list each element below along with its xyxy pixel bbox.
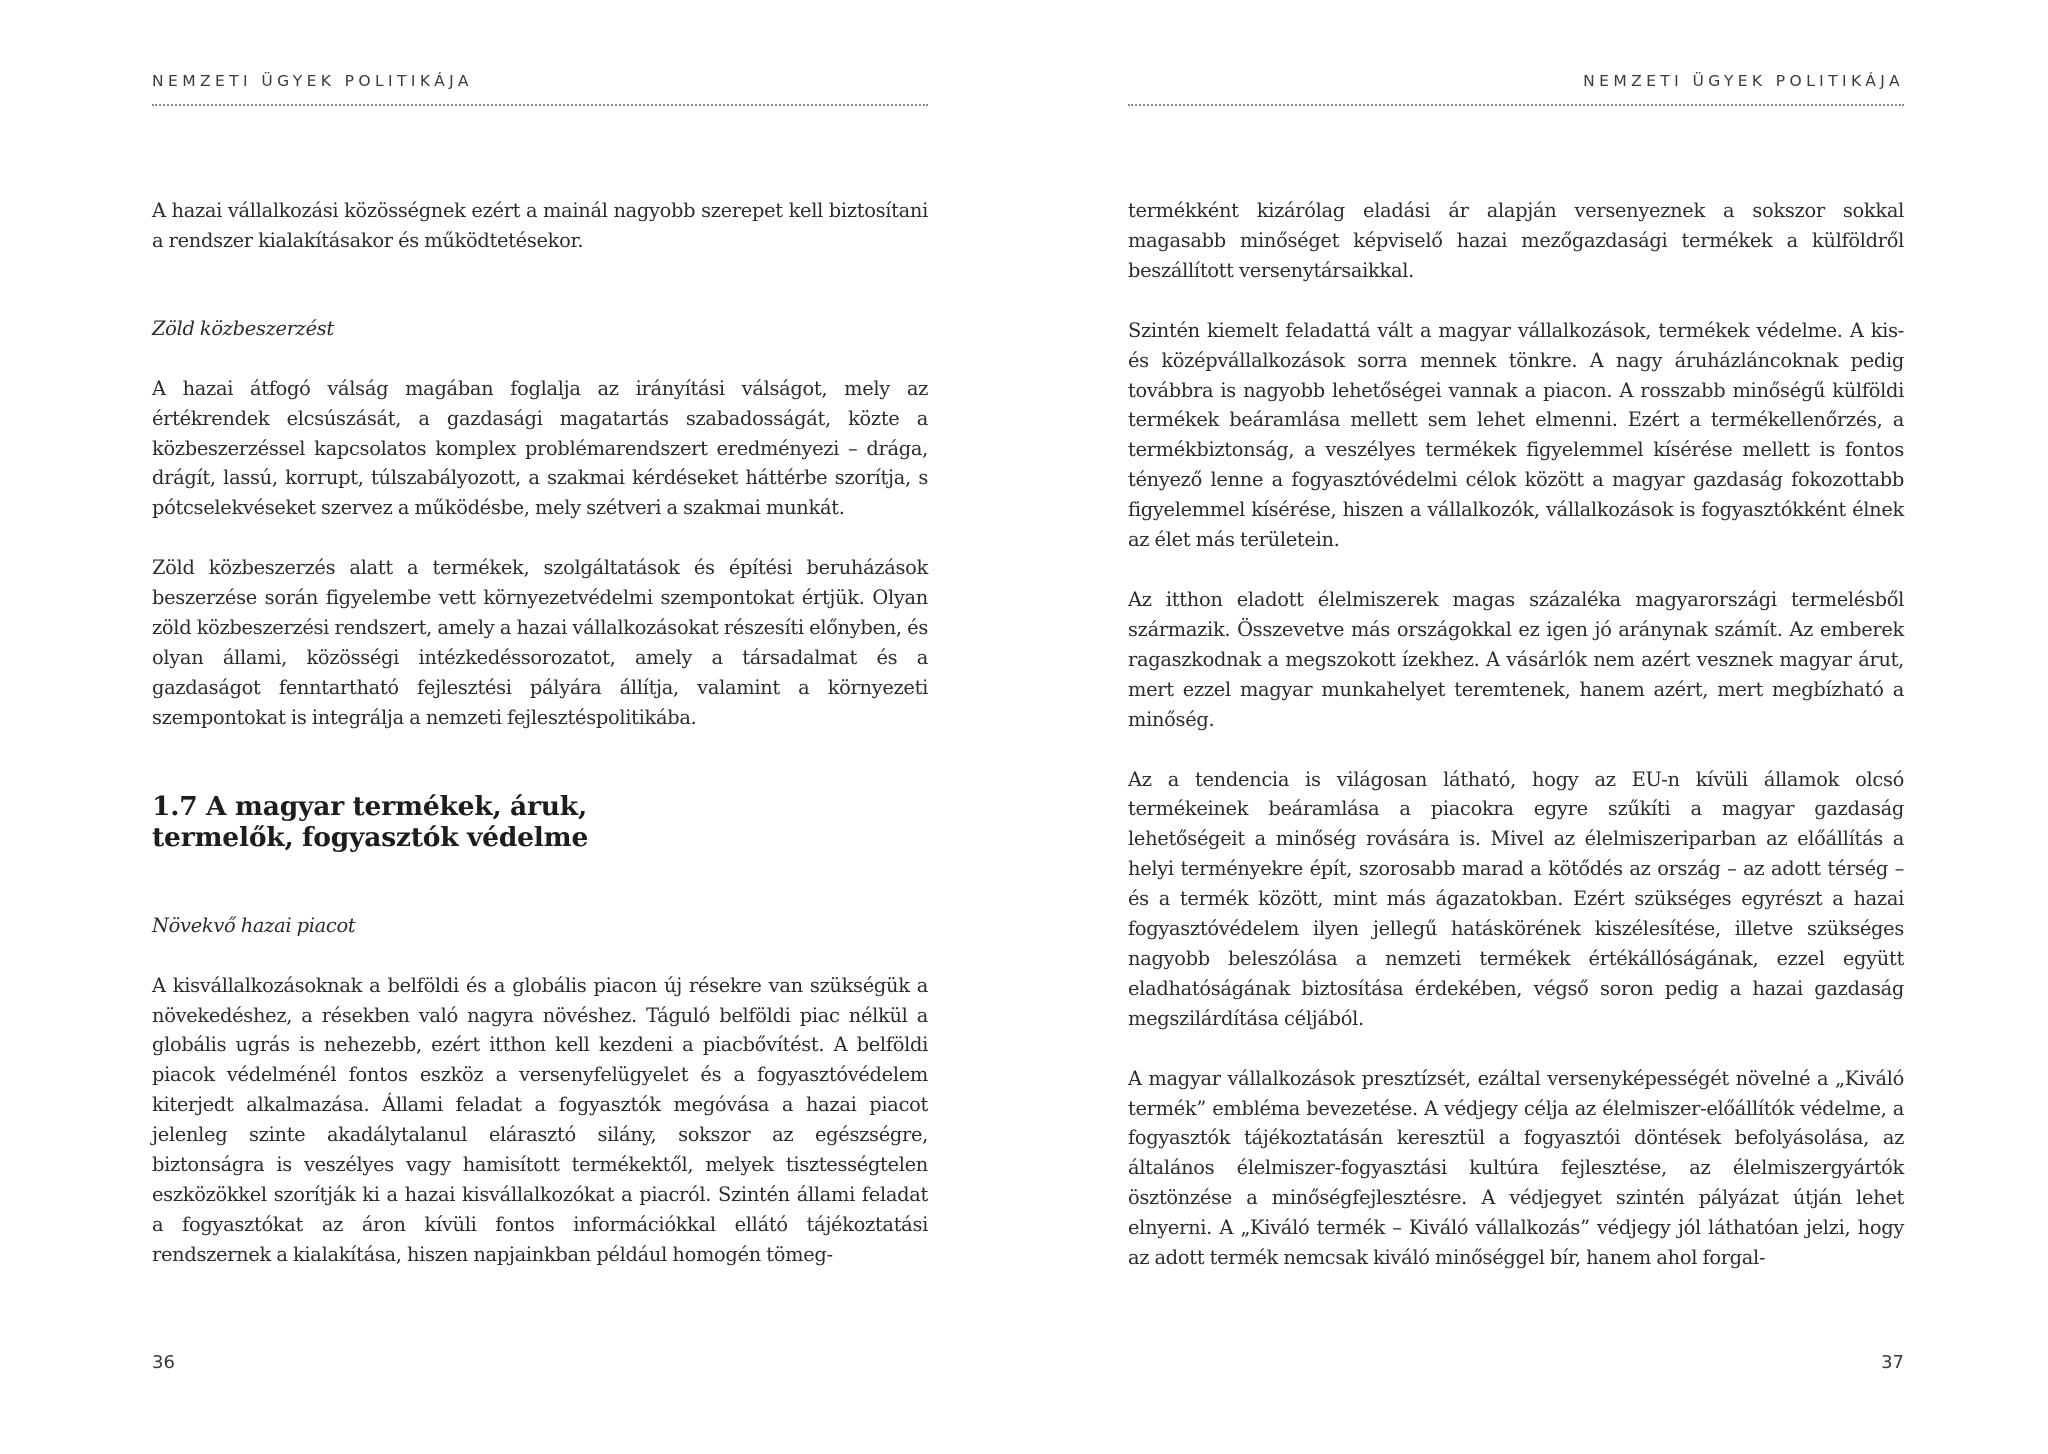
section-subheading: Zöld közbeszerzést [152,316,334,340]
paragraph: A kisvállalkozásoknak a belföldi és a globális piacon új résekre van szükségük a növekedéshez, a résekben való nagyra növéshez. Táguló belföldi piac nélkül a globális ugrás is nehezebb, ezért itthon kell kezdeni a piacbővítést. A belföldi piacok védelménél fontos eszköz a versenyfelügyelet és a fogyasztóvédelem kiterjedt alkalmazása. Állami feladat a fogyasztók megóvása a hazai piacot jelenleg szinte akadálytalanul elárasztó silány, sokszor az egészségre, biztonságra is veszélyes vagy hamisított termékektől, melyek tisztességtelen eszközökkel szorítják ki a hazai kisvállalkozókat a piacról. Szintén állami feladat a fogyasztókat az áron kívüli fontos információkkal ellátó tájékoztatási rendszernek a kialakítása, hiszen napjainkban például homogén tömeg- [152,973,928,1266]
running-head: NEMZETI ÜGYEK POLITIKÁJA [152,72,473,90]
paragraph: Szintén kiemelt feladattá vált a magyar vállalkozások, termékek védelme. A kis- és középvállalkozások sorra mennek tönkre. A nagy áruházláncoknak pedig továbbra is nagyobb lehetőségei vannak a piacon. A rosszabb minőségű külföldi termékek beáramlása mellett sem lehet elmenni. Ezért a termékellenőrzés, a termékbiztonság, a veszélyes termékek figyelemmel kísérése mellett is fontos tényező lenne a fogyasztóvédelmi célok között a magyar gazdaság fokozottabb figyelemmel kísérése, hiszen a vállalkozók, vállalkozások is fogyasztókként élnek az élet más területein. [1128,318,1904,552]
paragraph: Zöld közbeszerzés alatt a termékek, szolgáltatások és építési beruházások beszerzése során figyelembe vett környezetvédelmi szempontokat értjük. Olyan zöld közbeszerzési rendszert, amely a hazai vállalkozásokat részesíti előnyben, és olyan állami, közösségi intézkedéssorozatot, amely a társadalmat és a gazdaságot fenntartható fejlesztési pályára állítja, valamint a környezeti szempontokat is integrálja a nemzeti fejlesztéspolitikába. [152,556,928,729]
page-number: 36 [152,1352,175,1373]
page-number: 37 [1881,1352,1904,1373]
chapter-heading-line: 1.7 A magyar termékek, áruk, [152,790,587,822]
running-head: NEMZETI ÜGYEK POLITIKÁJA [1583,72,1904,90]
header-dotted-rule [152,104,928,106]
header-dotted-rule [1128,104,1904,106]
right-page [1128,0,1904,1454]
paragraph: Az a tendencia is világosan látható, hogy az EU-n kívüli államok olcsó termékeinek beáramlása a piacokra egyre szűkíti a magyar gazdaság lehetőségeit a minőség rovására is. Mivel az élelmiszeriparban az előállítás a helyi terményekre épít, szorosabb marad a kötődés az ország – az adott térség – és a termék között, mint más ágazatokban. Ezért szükséges egyrészt a hazai fogyasztóvédelem ilyen jellegű hatáskörének kiszélesítése, illetve szükséges nagyobb beleszólása a nemzeti termékek értékállóságának, ezzel együtt eladhatóságának biztosítása érdekében, végső soron pedig a hazai gazdaság megszilárdítása céljából. [1128,767,1904,1030]
left-page-body [152,196,928,1270]
chapter-heading-line: termelők, fogyasztók védelme [152,821,589,853]
paragraph: A hazai vállalkozási közösségnek ezért a mainál nagyobb szerepet kell biztosítani a rendszer kialakításakor és működtetésekor. [152,199,928,252]
section-subheading: Növekvő hazai piacot [152,913,356,937]
chapter-heading [152,791,928,853]
paragraph: termékként kizárólag eladási ár alapján versenyeznek a sokszor sokkal magasabb minőséget képviselő hazai mezőgazdasági termékek a külföldről beszállított versenytársaikkal. [1128,199,1904,282]
paragraph: A hazai átfogó válság magában foglalja az irányítási válságot, mely az értékrendek elcsúszását, a gazdasági magatartás szabadosságát, közte a közbeszerzéssel kapcsolatos komplex problémarendszert eredményezi – drága, drágít, lassú, korrupt, túlszabályozott, a szakmai kérdéseket háttérbe szorítja, s pótcselekvéseket szervez a működésbe, mely szétveri a szakmai munkát. [152,376,928,520]
left-page [152,0,928,1454]
paragraph: Az itthon eladott élelmiszerek magas százaléka magyarországi termelésből származik. Összevetve más országokkal ez igen jó aránynak számít. Az emberek ragaszkodnak a megszokott ízekhez. A vásárlók nem azért vesznek magyar árut, mert ezzel magyar munkahelyet teremtenek, hanem azért, mert megbízható a minőség. [1128,587,1904,731]
right-page-body [1128,196,1904,1273]
paragraph: A magyar vállalkozások presztízsét, ezáltal versenyképességét növelné a „Kiváló termék” embléma bevezetése. A védjegy célja az élelmiszer-előállítók védelme, a fogyasztók tájékoztatásán keresztül a fogyasztói döntések befolyásolása, az általános élelmiszer-fogyasztási kultúra fejlesztése, az élelmiszergyártók ösztönzése a minőségfejlesztésre. A védjegyet szintén pályázat útján lehet elnyerni. A „Kiváló termék – Kiváló vállalkozás” védjegy jól láthatóan jelzi, hogy az adott termék nemcsak kiváló minőséggel bír, hanem ahol forgal- [1128,1066,1904,1270]
